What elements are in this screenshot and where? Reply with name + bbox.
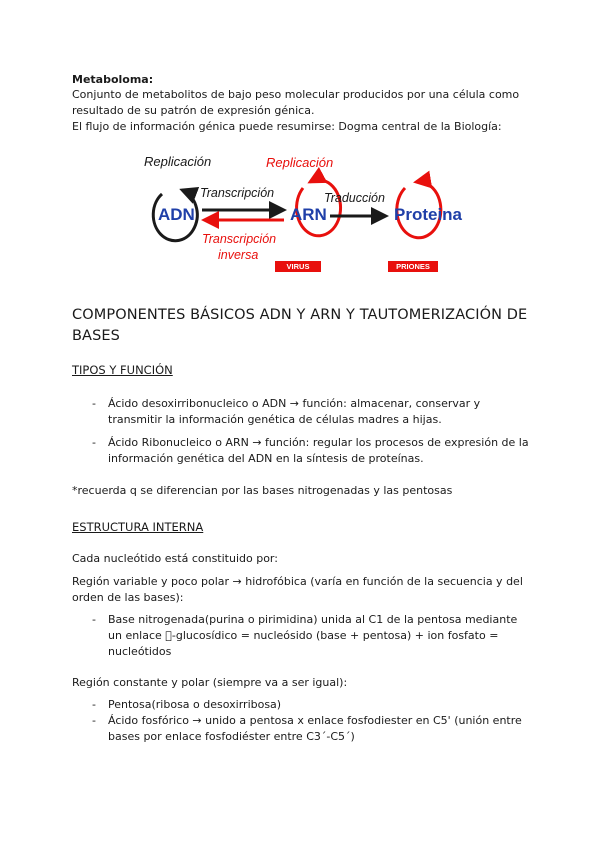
badge-priones: PRIONES: [388, 261, 438, 272]
estructura-item-fosforico: [92, 713, 548, 745]
estructura-item-fosforico-line-2: bases por enlace fosfodiéster entre C3´-C5´): [108, 730, 355, 743]
bullet-dash: -: [92, 397, 96, 410]
label-transcripcion-inversa-2: inversa: [218, 248, 259, 262]
metaboloma-line-2: resultado de su patrón de expresión génica.: [72, 104, 315, 117]
section-title-line-2: BASES: [72, 328, 120, 344]
bullet-dash: -: [92, 714, 96, 727]
label-traduccion: Traducción: [324, 191, 385, 205]
estructura-item-pentosa-text: Pentosa(ribosa o desoxirribosa): [108, 698, 282, 711]
badge-virus: VIRUS: [275, 261, 321, 272]
bullet-dash: -: [92, 698, 96, 711]
tipos-item-arn-line-1: Ácido Ribonucleico o ARN → función: regular los procesos de expresión de la: [108, 436, 529, 449]
label-transcripcion-inversa-1: Transcripción: [202, 232, 277, 246]
region-variable-line-2: orden de las bases):: [72, 591, 184, 604]
tipos-item-arn-line-2: información genética del ADN en la síntesis de proteínas.: [108, 452, 424, 465]
metaboloma-line-1: Conjunto de metabolitos de bajo peso molecular producidos por una célula como: [72, 88, 520, 101]
metaboloma-title: Metaboloma:: [72, 73, 154, 86]
metaboloma-line-3: El flujo de información génica puede resumirse: Dogma central de la Biología:: [72, 120, 502, 133]
estructura-heading: ESTRUCTURA INTERNA: [72, 520, 204, 534]
bullet-dash: -: [92, 613, 96, 626]
estructura-item-base-line-3: nucleótidos: [108, 645, 172, 658]
node-proteina: Proteina: [394, 205, 463, 224]
section-title-line-1: COMPONENTES BÁSICOS ADN Y ARN Y TAUTOMERIZACIÓN DE: [72, 307, 528, 323]
bullet-dash: -: [92, 436, 96, 449]
tipos-item-adn-line-2: transmitir la información genética de células madres a hijas.: [108, 413, 442, 426]
estructura-intro: Cada nucleótido está constituido por:: [72, 552, 278, 565]
node-adn: ADN: [158, 205, 195, 224]
tipos-heading: TIPOS Y FUNCIÓN: [72, 363, 173, 377]
section-title: [72, 305, 542, 347]
estructura-item-base: [92, 612, 548, 660]
label-transcripcion: Transcripción: [200, 186, 275, 200]
estructura-item-pentosa: [92, 697, 548, 713]
node-arn: ARN: [290, 205, 327, 224]
tipos-note: *recuerda q se diferencian por las bases nitrogenadas y las pentosas: [72, 484, 453, 497]
estructura-item-fosforico-line-1: Ácido fosfórico → unido a pentosa x enlace fosfodiester en C5' (unión entre: [108, 714, 522, 727]
region-constante: Región constante y polar (siempre va a ser igual):: [72, 676, 348, 689]
estructura-item-base-line-2: un enlace  -glucosídico = nucleósido (base + pentosa) + ion fosfato =: [108, 629, 499, 642]
region-variable-line-1: Región variable y poco polar → hidrofóbica (varía en función de la secuencia y del: [72, 575, 523, 588]
label-replicacion-adn: Replicación: [144, 154, 212, 169]
tipos-item-adn: [92, 396, 548, 428]
tipos-item-arn: [92, 435, 548, 467]
tipos-item-adn-line-1: Ácido desoxirribonucleico o ADN → función: almacenar, conservar y: [108, 397, 481, 410]
central-dogma-diagram: [140, 150, 475, 275]
estructura-item-base-line-1: Base nitrogenada(purina o pirimidina) unida al C1 de la pentosa mediante: [108, 613, 518, 626]
label-replicacion-arn: Replicación: [266, 155, 334, 170]
